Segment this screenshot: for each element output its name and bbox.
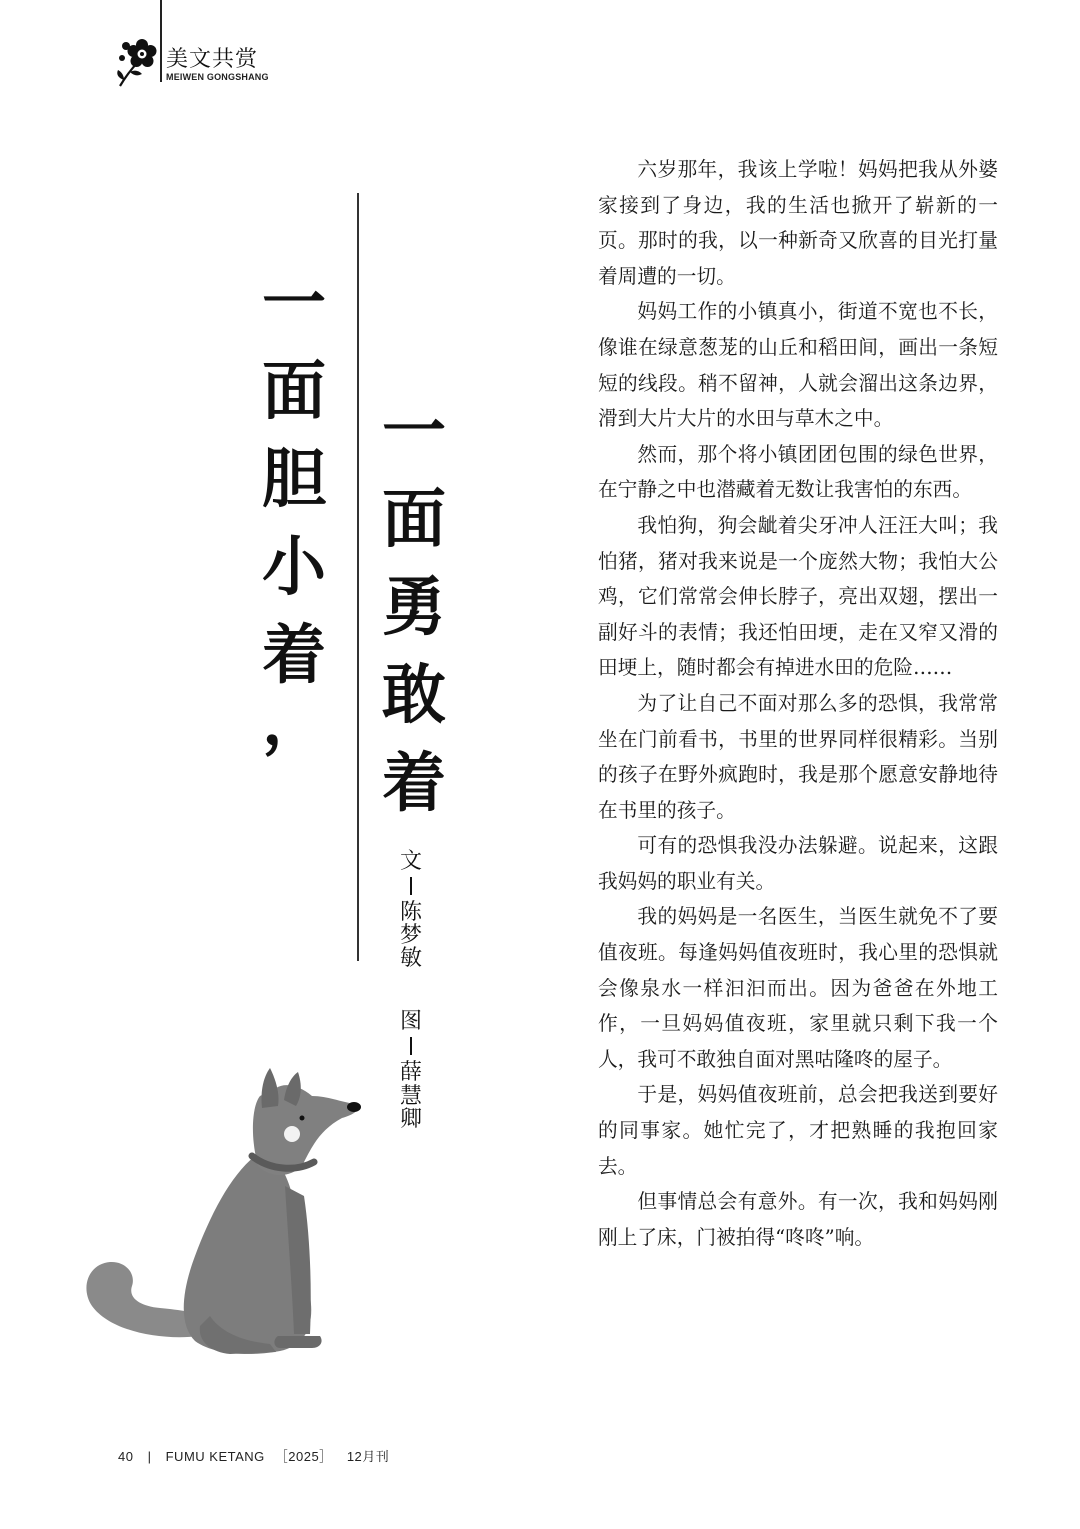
illustrator-label: 图 [399,1009,422,1035]
section-subtitle: MEIWEN GONGSHANG [166,72,269,82]
article-title-line-2 [376,394,452,840]
article-title-line-1 [256,266,332,759]
author-char: 梦 [399,923,422,949]
title-char: 敢 [382,658,446,733]
article-body [598,152,998,1255]
title-char: 着 [382,746,446,821]
title-char: 胆 [262,442,326,517]
footer-separator: | [147,1449,152,1464]
paragraph: 我怕狗，狗会龇着尖牙冲人汪汪大叫；我怕猪，猪对我来说是一个庞然大物；我怕大公鸡，它们常常会伸长脖子，亮出双翅，摆出一副好斗的表情；我还怕田埂，走在又窄又滑的田埂上，随时都会有掉进水田的危险…… [598,513,998,680]
title-divider [357,193,359,961]
dog-illustration [80,1066,380,1366]
title-char: 着 [262,618,326,693]
byline-dash [410,877,412,895]
title-char: 一 [382,394,446,469]
author-char: 陈 [399,900,422,926]
illustrator-char: 薛 [399,1060,422,1086]
paragraph: 我的妈妈是一名医生，当医生就免不了要值夜班。每逢妈妈值夜班时，我心里的恐惧就会像泉水一样汩汩而出。因为爸爸在外地工作，一旦妈妈值夜班，家里就只剩下我一个人，我可不敢独自面对黑咕隆咚的屋子。 [598,905,998,1071]
illustrator-char: 卿 [399,1106,422,1132]
title-char: 面 [262,354,326,429]
section-title: 美文共赏 [166,47,259,72]
author-label: 文 [399,849,422,874]
paragraph: 但事情总会有意外。有一次，我和妈妈刚刚上了床，门被拍得“咚咚”响。 [598,1190,998,1249]
title-char: 一 [262,266,326,341]
page-number: 40 [118,1449,134,1464]
illustrator-char: 慧 [399,1083,422,1109]
issue-year: ［2025］ [274,1449,333,1464]
title-char: 面 [382,482,446,557]
flower-icon [112,36,162,88]
paragraph: 六岁那年，我该上学啦！妈妈把我从外婆家接到了身边，我的生活也掀开了崭新的一页。那时的我，以一种新奇又欣喜的目光打量着周遭的一切。 [598,158,998,288]
paragraph: 于是，妈妈值夜班前，总会把我送到要好的同事家。她忙完了，才把熟睡的我抱回家去。 [598,1083,998,1178]
paragraph: 为了让自己不面对那么多的恐惧，我常常坐在门前看书，书里的世界同样很精彩。当别的孩子在野外疯跑时，我是那个愿意安静地待在书里的孩子。 [598,691,998,822]
paragraph: 妈妈工作的小镇真小，街道不宽也不长，像谁在绿意葱茏的山丘和稻田间，画出一条短短的线段。稍不留神，人就会溜出这条边界，滑到大片大片的水田与草木之中。 [598,300,998,431]
author-char: 敏 [399,946,422,972]
title-char: 小 [262,530,326,605]
byline [396,850,426,1131]
paragraph: 然而，那个将小镇团团包围的绿色世界，在宁静之中也潜藏着无数让我害怕的东西。 [598,442,998,502]
byline-dash [410,1037,412,1055]
paragraph: 可有的恐惧我没办法躲避。说起来，这跟我妈妈的职业有关。 [598,834,998,893]
title-char: ， [262,684,326,759]
issue-month: 12月刊 [346,1449,390,1464]
title-char: 勇 [382,570,446,645]
page-footer [118,1446,399,1465]
magazine-name: FUMU KETANG [165,1449,265,1464]
